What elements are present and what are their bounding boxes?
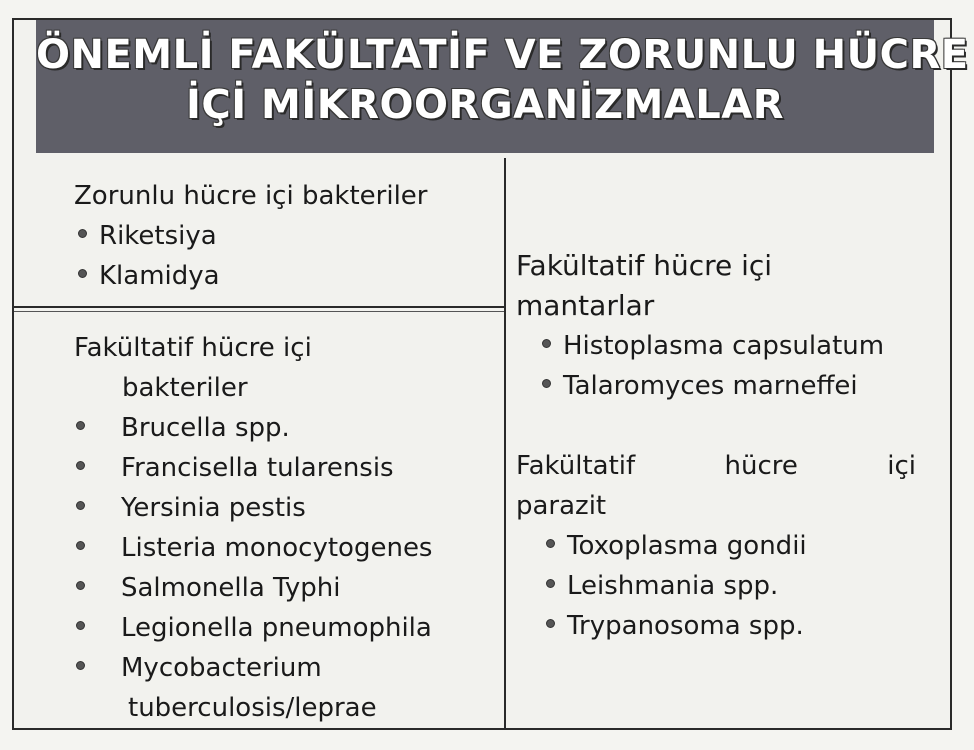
heading-word: hücre bbox=[724, 451, 798, 481]
bullet-icon bbox=[546, 539, 555, 548]
bullet-icon bbox=[76, 501, 85, 510]
list-item: Toxoplasma gondii bbox=[516, 526, 916, 566]
facultative-fungi-section bbox=[516, 246, 884, 406]
list-item: Klamidya bbox=[74, 256, 427, 296]
list-item: Francisella tularensis bbox=[74, 448, 432, 488]
bullet-icon bbox=[546, 619, 555, 628]
list-item: Histoplasma capsulatum bbox=[516, 326, 884, 366]
bullet-icon bbox=[76, 461, 85, 470]
bullet-icon bbox=[542, 379, 551, 388]
header-title-line-2: İÇİ MİKROORGANİZMALAR bbox=[186, 82, 784, 128]
list-item: Salmonella Typhi bbox=[74, 568, 432, 608]
bullet-icon bbox=[76, 661, 85, 670]
list-item: Riketsiya bbox=[74, 216, 427, 256]
bullet-icon bbox=[78, 229, 87, 238]
facultative-fungi-heading-line-1: Fakültatif hücre içi bbox=[516, 249, 773, 282]
header-title-line-1: ÖNEMLİ FAKÜLTATİF VE ZORUNLU HÜCRE bbox=[36, 32, 969, 78]
facultative-bacteria-section bbox=[74, 328, 432, 728]
list-item: Mycobacterium bbox=[74, 648, 432, 688]
table-header bbox=[36, 20, 969, 153]
heading-word: içi bbox=[887, 451, 916, 481]
bullet-icon bbox=[76, 541, 85, 550]
list-item: Legionella pneumophila bbox=[74, 608, 432, 648]
obligate-bacteria-section bbox=[74, 176, 427, 296]
facultative-parasite-heading-line-1 bbox=[516, 446, 916, 486]
bullet-icon bbox=[78, 269, 87, 278]
list-item: Trypanosoma spp. bbox=[516, 606, 916, 646]
bullet-icon bbox=[76, 421, 85, 430]
list-item: Brucella spp. bbox=[74, 408, 432, 448]
list-item-continuation: tuberculosis/leprae bbox=[128, 693, 377, 723]
heading-word: Fakültatif bbox=[516, 451, 636, 481]
list-item: Yersinia pestis bbox=[74, 488, 432, 528]
left-row-divider-secondary bbox=[14, 311, 504, 312]
bullet-icon bbox=[542, 339, 551, 348]
facultative-bacteria-heading-line-2: bakteriler bbox=[122, 373, 248, 403]
left-row-divider bbox=[14, 306, 504, 308]
facultative-parasite-section bbox=[516, 446, 916, 646]
microorganism-table bbox=[12, 18, 969, 730]
bullet-icon bbox=[76, 621, 85, 630]
list-item: Listeria monocytogenes bbox=[74, 528, 432, 568]
list-item: Talaromyces marneffei bbox=[516, 366, 884, 406]
facultative-bacteria-heading-line-1: Fakültatif hücre içi bbox=[74, 333, 312, 363]
facultative-fungi-heading-line-2: mantarlar bbox=[516, 289, 655, 322]
obligate-bacteria-heading: Zorunlu hücre içi bakteriler bbox=[74, 181, 428, 211]
facultative-parasite-heading-line-2: parazit bbox=[516, 491, 607, 521]
bullet-icon bbox=[76, 581, 85, 590]
list-item: Leishmania spp. bbox=[516, 566, 916, 606]
bullet-icon bbox=[546, 579, 555, 588]
column-divider bbox=[504, 158, 506, 730]
